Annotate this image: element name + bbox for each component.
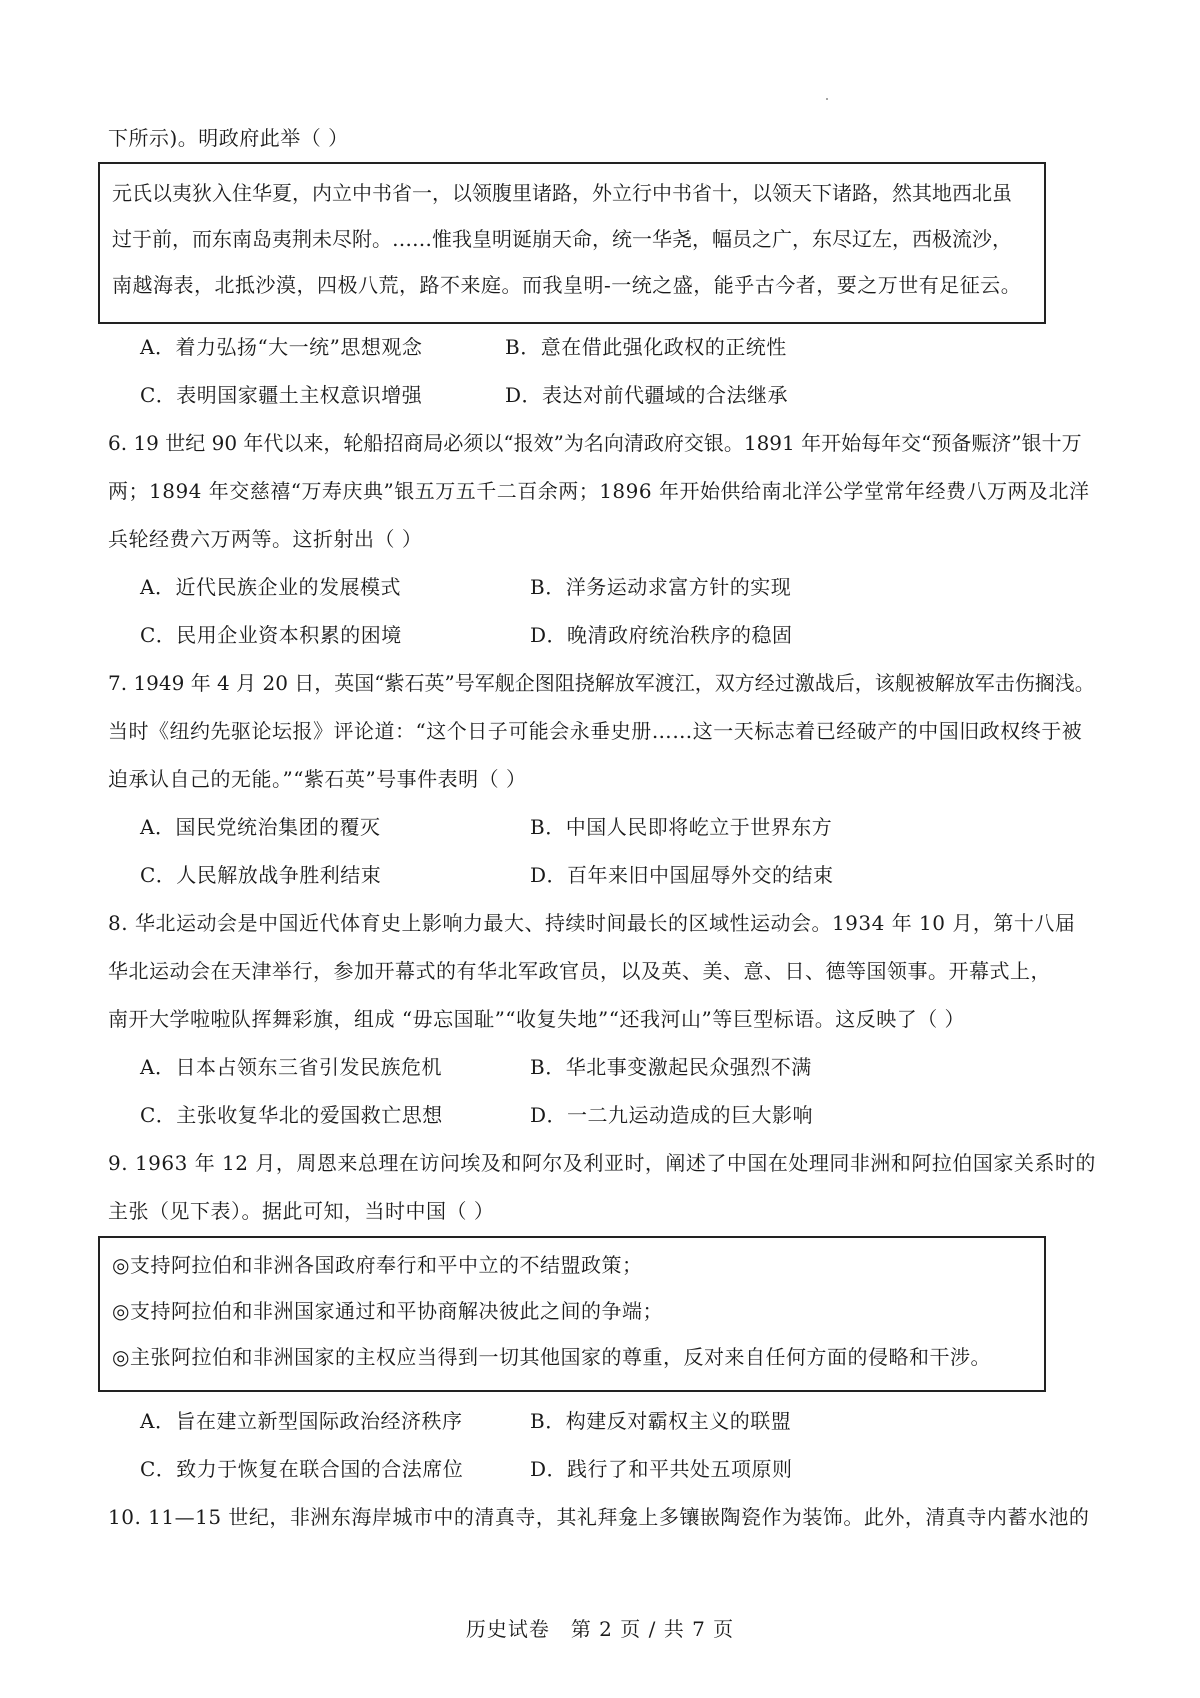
q5-option-c[interactable]: C．表明国家疆土主权意识增强 <box>140 383 423 407</box>
q6-stem-line-3: 兵轮经费六万两等。这折射出（ ） <box>108 527 423 551</box>
q9-option-a[interactable]: A．旨在建立新型国际政治经济秩序 <box>140 1409 463 1433</box>
q5-option-d[interactable]: D．表达对前代疆域的合法继承 <box>505 383 789 407</box>
q6-option-d[interactable]: D．晚清政府统治秩序的稳固 <box>530 623 793 647</box>
q9-option-b[interactable]: B．构建反对霸权主义的联盟 <box>530 1409 792 1433</box>
q5-quote-line-3: 南越海表，北抵沙漠，四极八荒，路不来庭。而我皇明-一统之盛，能乎古今者，要之万世有足征云。 <box>112 273 1022 297</box>
q7-option-b[interactable]: B．中国人民即将屹立于世界东方 <box>530 815 833 839</box>
q9-policy-box <box>98 1236 1046 1392</box>
q7-option-a[interactable]: A．国民党统治集团的覆灭 <box>140 815 381 839</box>
q8-option-b[interactable]: B．华北事变激起民众强烈不满 <box>530 1055 812 1079</box>
q8-option-a[interactable]: A．日本占领东三省引发民族危机 <box>140 1055 442 1079</box>
q5-stem-tail: 下所示)。明政府此举（ ） <box>108 126 349 150</box>
q9-box-line-2: ◎支持阿拉伯和非洲国家通过和平协商解决彼此之间的争端； <box>112 1299 663 1323</box>
q7-option-c[interactable]: C．人民解放战争胜利结束 <box>140 863 382 887</box>
q9-stem-line-1: 9. 1963 年 12 月，周恩来总理在访问埃及和阿尔及利亚时，阐述了中国在处理同非洲和阿拉伯国家关系时的 <box>108 1151 1096 1175</box>
q10-stem-line-1: 10. 11—15 世纪，非洲东海岸城市中的清真寺，其礼拜龛上多镶嵌陶瓷作为装饰。此外，清真寺内蓄水池的 <box>108 1505 1090 1529</box>
q8-option-c[interactable]: C．主张收复华北的爱国救亡思想 <box>140 1103 443 1127</box>
q7-stem-line-3: 迫承认自己的无能。”“紫石英”号事件表明（ ） <box>108 767 527 791</box>
q9-box-line-3: ◎主张阿拉伯和非洲国家的主权应当得到一切其他国家的尊重，反对来自任何方面的侵略和干涉。 <box>112 1345 991 1369</box>
q5-quote-line-2: 过于前，而东南岛夷荆未尽附。……惟我皇明诞崩天命，统一华尧，幅员之广，东尽辽左，西极流沙， <box>112 227 1012 251</box>
q7-option-d[interactable]: D．百年来旧中国屈辱外交的结束 <box>530 863 834 887</box>
q5-option-a[interactable]: A．着力弘扬“大一统”思想观念 <box>140 335 423 359</box>
q5-option-b[interactable]: B．意在借此强化政权的正统性 <box>505 335 787 359</box>
q6-option-b[interactable]: B．洋务运动求富方针的实现 <box>530 575 792 599</box>
q7-stem-line-1: 7. 1949 年 4 月 20 日，英国“紫石英”号军舰企图阻挠解放军渡江，双方经过激战后，该舰被解放军击伤搁浅。 <box>108 671 1095 695</box>
q9-option-d[interactable]: D．践行了和平共处五项原则 <box>530 1457 793 1481</box>
page-footer: 历史试卷 第 2 页 / 共 7 页 <box>465 1617 735 1641</box>
q9-stem-line-2: 主张（见下表）。据此可知，当时中国（ ） <box>108 1199 495 1223</box>
q8-stem-line-1: 8. 华北运动会是中国近代体育史上影响力最大、持续时间最长的区域性运动会。1934 年 10 月，第十八届 <box>108 911 1076 935</box>
scan-speck <box>826 98 828 100</box>
q5-quote-line-1: 元氏以夷狄入住华夏，内立中书省一，以领腹里诸路，外立行中书省十，以领天下诸路，然其地西北虽 <box>112 181 1012 205</box>
q7-stem-line-2: 当时《纽约先驱论坛报》评论道：“这个日子可能会永垂史册……这一天标志着已经破产的中国旧政权终于被 <box>108 719 1083 743</box>
q9-box-line-1: ◎支持阿拉伯和非洲各国政府奉行和平中立的不结盟政策； <box>112 1253 643 1277</box>
q9-option-c[interactable]: C．致力于恢复在联合国的合法席位 <box>140 1457 464 1481</box>
q6-option-c[interactable]: C．民用企业资本积累的困境 <box>140 623 402 647</box>
q8-stem-line-3: 南开大学啦啦队挥舞彩旗，组成 “毋忘国耻”“收复失地”“还我河山”等巨型标语。这反映了（ ） <box>108 1007 966 1031</box>
q8-stem-line-2: 华北运动会在天津举行，参加开幕式的有华北军政官员，以及英、美、意、日、德等国领事。开幕式上， <box>108 959 1051 983</box>
q6-stem-line-2: 两；1894 年交慈禧“万寿庆典”银五万五千二百余两；1896 年开始供给南北洋公学堂常年经费八万两及北洋 <box>108 479 1090 503</box>
q6-option-a[interactable]: A．近代民族企业的发展模式 <box>140 575 401 599</box>
q6-stem-line-1: 6. 19 世纪 90 年代以来，轮船招商局必须以“报效”为名向清政府交银。1891 年开始每年交“预备赈济”银十万 <box>108 431 1082 455</box>
q8-option-d[interactable]: D．一二九运动造成的巨大影响 <box>530 1103 814 1127</box>
q5-quote-box <box>98 162 1046 324</box>
